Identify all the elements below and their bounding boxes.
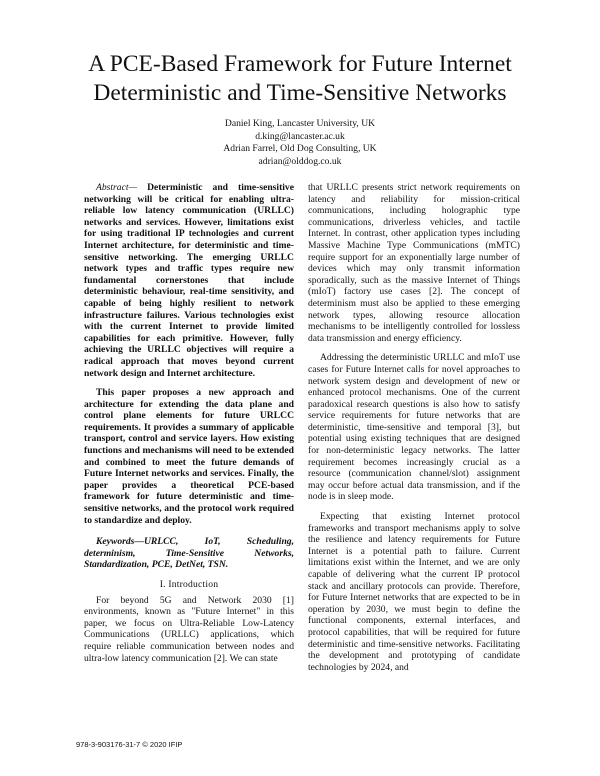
paper-title: [40, 50, 560, 108]
abstract-text-1: Deterministic and time-sensitive networking will be critical for enabling ultra-reliable low latency communication (URLLC) networks and services. However, limitations exist for using traditional IP technologies and current Internet architecture, for deterministic and time-sensitive networking. The emerging URLLC network types and traffic types require new fundamental cornerstones that include deterministic behaviour, real-time sensitivity, and capable of being highly resilient to network infrastructure failures. Various technologies exist with the current Internet to provide limited capabilities for each primitive. However, fully achieving the URLLC objectives will require a radical approach that moves beyond current network design and Internet architecture.: [84, 182, 294, 379]
author-block: [100, 118, 500, 168]
author-1-affiliation: Daniel King, Lancaster University, UK: [224, 118, 376, 129]
title-line-1: A PCE-Based Framework for Future Internet: [88, 51, 512, 77]
right-paragraph-3: Expecting that existing Internet protocol frameworks and transport mechanisms apply to solve the resilience and latency requirements for Future Internet is a potential path to failure. Current limitations exist within the Internet, and we are only capable of delivering what the current IP protocol stack and ancillary protocols can provide. Therefore, for Future Internet networks that are expected to be in operation by 2030, we must begin to define the functional components, external interfaces, and protocol capabilities, that will be required for future deterministic and time-sensitive networks. Facilitating the development and prototyping of candidate technologies by 2024, and: [308, 511, 520, 673]
author-2-affiliation: Adrian Farrel, Old Dog Consulting, UK: [223, 143, 377, 154]
left-column: [84, 182, 294, 664]
abstract-paragraph-1: [84, 182, 294, 379]
right-column: [308, 182, 520, 673]
author-2-email: adrian@olddog.co.uk: [258, 155, 342, 167]
abstract-paragraph-2: This paper proposes a new approach and architecture for extending the data plane and control plane elements for future URLCC requirements. It provides a summary of applicable transport, control and service layers. How existing functions and mechanisms will need to be extended and combined to meet the future demands of Future Internet networks and services. Finally, the paper provides a theoretical PCE-based framework for future deterministic and time-sensitive networks, and the protocol work required to standardize and deploy.: [84, 387, 294, 526]
right-paragraph-2: Addressing the deterministic URLLC and mIoT use cases for Future Internet calls for novel approaches to network system design and development of new or enhanced protocol mechanisms. One of the current paradoxical research questions is also how to satisfy service requirements for future networks that are deterministic, time-sensitive and temporal [3], but potential using existing techniques that are designed for non-deterministic legacy networks. The latter requirement becomes increasingly crucial as a resource (communication channel/slot) assignment may occur before actual data transmission, and if the node is in sleep mode.: [308, 352, 520, 503]
title-line-2: Deterministic and Time-Sensitive Networks: [93, 80, 507, 106]
author-1-email: d.king@lancaster.ac.uk: [255, 130, 345, 142]
copyright-footer: 978-3-903176-31-7 © 2020 IFIP: [76, 740, 183, 749]
section-heading-introduction: I. Introduction: [159, 579, 219, 590]
right-paragraph-1: that URLLC presents strict network requirements on latency and reliability for mission-critical communications, including holographic type communications, driverless vehicles, and tactile Internet. In contrast, other application types including Massive Machine Type Communications (mMTC) require support for an exponentially large number of devices which may only transmit information sporadically, such as the massive Internet of Things (mIoT) factory use cases [2]. The concept of determinism must also be applied to these emerging network types, allowing resource allocation mechanisms to be intelligently controlled for lossless data transmission and energy efficiency.: [308, 182, 520, 344]
intro-paragraph-1: For beyond 5G and Network 2030 [1] environments, known as "Future Internet" in this paper, we focus on Ultra-Reliable Low-Latency Communications (URLLC) applications, which require reliable communication between nodes and ultra-low latency communication [2]. We can state: [84, 594, 294, 664]
abstract-label: Abstract—: [96, 182, 138, 193]
keywords: Keywords—URLCC, IoT, Scheduling, determinism, Time-Sensitive Networks, Standardization, PCE, DetNet, TSN.: [84, 536, 294, 571]
